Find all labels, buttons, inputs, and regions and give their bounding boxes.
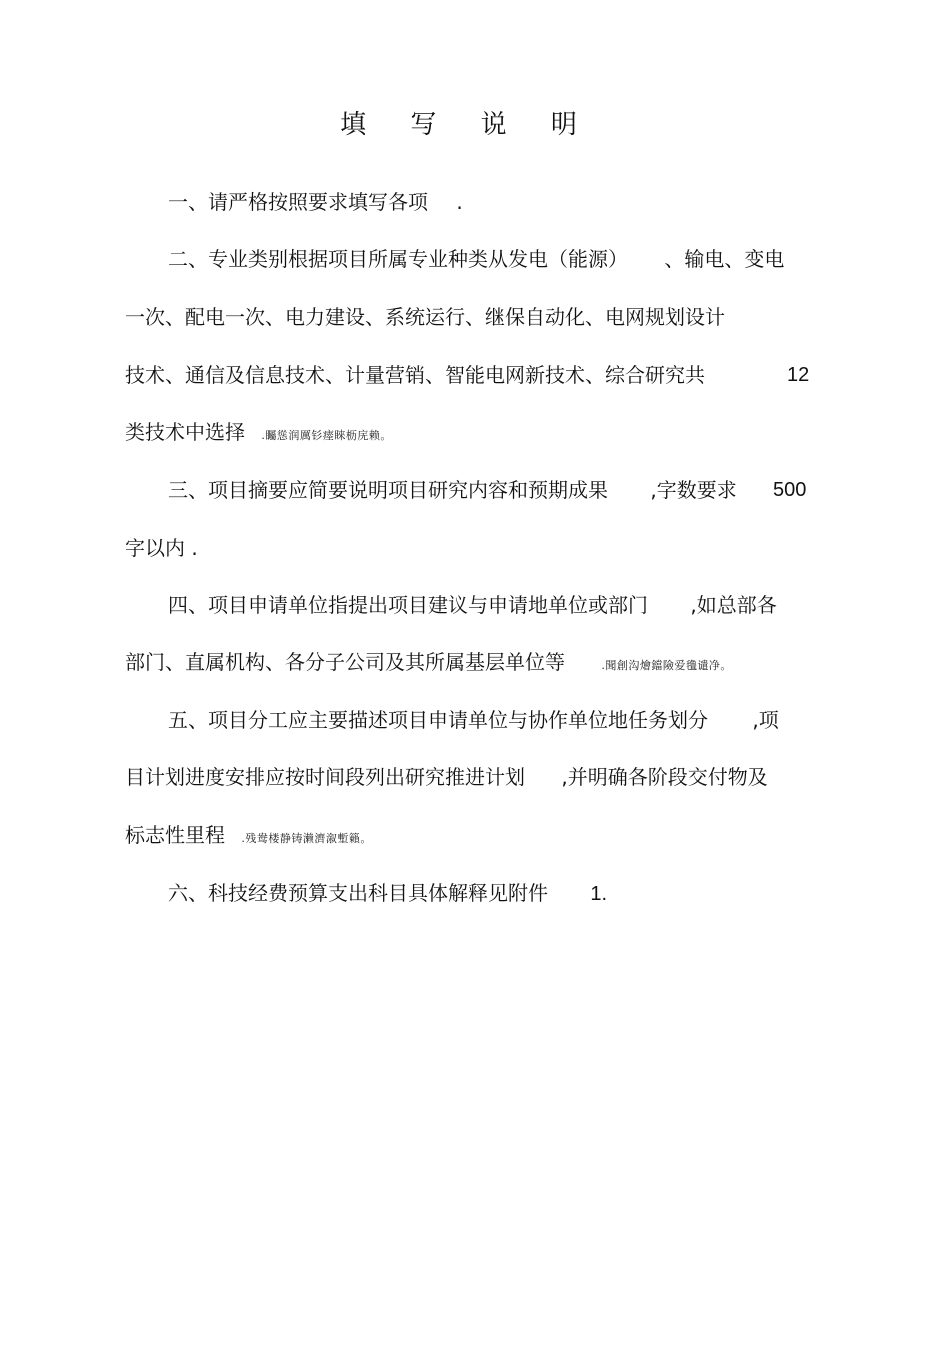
item-3-line-1 (168, 476, 737, 504)
item-2-line-4 (125, 418, 392, 450)
item-3-text-a: 三、项目摘要应简要说明项目研究内容和预期成果 (168, 478, 608, 502)
item-3-text-2: 字以内 . (125, 536, 198, 560)
item-2-text-3a: 技术、通信及信息技术、计量营销、智能电网新技术、综合研究共 (125, 363, 705, 387)
item-5-text-2b: ,并明确各阶段交付物及 (561, 765, 768, 789)
item-2-line-3 (125, 361, 705, 389)
item-4-line-2 (125, 648, 732, 680)
item-6-text-a: 六、科技经费预算支出科目具体解释见附件 (168, 881, 548, 905)
item-6-line-1 (168, 879, 607, 908)
item-5-line-3 (125, 821, 372, 853)
item-5-line-1 (168, 706, 779, 734)
item-2-text-b: 、输电、变电 (664, 247, 785, 271)
item-2-count: 12 (787, 364, 810, 386)
item-2-text-4a: 类技术中选择 (125, 420, 245, 444)
item-4-text-2a: 部门、直属机构、各分子公司及其所属基层单位等 (125, 650, 565, 674)
page-title: 填 写 说 明 (340, 110, 595, 140)
item-3-text-b: ,字数要求 (650, 478, 737, 502)
item-4-garbled-text: .聞創沟燴鐺險爱氇谴净。 (601, 659, 732, 672)
item-5-text-a: 五、项目分工应主要描述项目申请单位与协作单位地任务划分 (168, 708, 708, 732)
item-5-text-3a: 标志性里程 (125, 823, 225, 847)
item-4-line-1 (168, 591, 777, 619)
item-1-line-1 (168, 188, 463, 216)
item-5-text-2a: 目计划进度安排应按时间段列出研究推进计划 (125, 765, 525, 789)
item-5-line-2 (125, 763, 768, 791)
item-4-text-b: ,如总部各 (690, 593, 777, 617)
item-5-garbled-text: .残鸯楼静铸濑濟溆塹籟。 (241, 832, 372, 845)
item-6-text-b: 1. (590, 883, 608, 905)
item-5-text-b: ,项 (752, 708, 779, 732)
item-1-text: 一、请严格按照要求填写各项 (168, 190, 428, 214)
item-2-text-2: 一次、配电一次、电力建设、系统运行、继保自动化、电网规划设计 (125, 305, 725, 329)
item-3-line-2 (125, 534, 198, 562)
item-2-garbled-text: .矚慫润厲钐瘗睞枥庑赖。 (261, 429, 392, 442)
item-4-text-a: 四、项目申请单位指提出项目建议与申请地单位或部门 (168, 593, 648, 617)
item-2-line-2 (125, 303, 725, 331)
item-2-line-1 (168, 245, 784, 273)
item-3-word-limit: 500 (773, 479, 807, 501)
item-2-text-a: 二、专业类别根据项目所属专业种类从发电（能源） (168, 247, 628, 271)
item-1-period: . (456, 190, 463, 214)
